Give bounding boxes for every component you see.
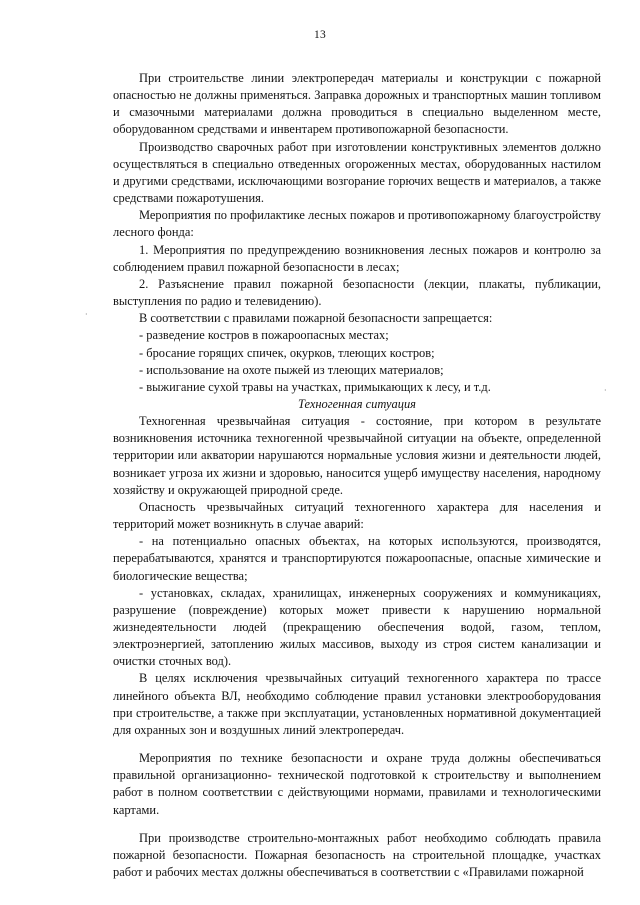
paragraph: Производство сварочных работ при изготовлении конструктивных элементов должно осуществляться в специально отведенных огороженных местах, оборудованных настилом и другими средствами, исключающими возгорание горючих веществ и материалов, а также средствами пожаротушения. (113, 139, 601, 206)
paragraph: Опасность чрезвычайных ситуаций техногенного характера для населения и территорий может возникнуть в случае аварий: (113, 499, 601, 532)
list-item: - разведение костров в пожароопасных местах; (139, 328, 389, 343)
list-item: 2. Разъяснение правил пожарной безопасности (лекции, плакаты, публикации, выступления по радио и телевидению). (113, 276, 601, 309)
page-number: 13 (314, 29, 326, 41)
section-heading: Техногенная ситуация (298, 396, 416, 411)
paragraph: В соответствии с правилами пожарной безопасности запрещается: (139, 311, 493, 326)
list-item: - выжигание сухой травы на участках, примыкающих к лесу, и т.д. (139, 379, 491, 394)
paragraph: Мероприятия по технике безопасности и охране труда должны обеспечиваться правильной организационно- технической подготовкой к строительству и выполнением работ в полном соответствии с действующими нормами, правилами и технологическими картами. (113, 751, 601, 817)
paragraph: При строительстве линии электропередач материалы и конструкции с пожарной опасностью не должны применяться. Заправка дорожных и транспортных машин топливом и смазочными материалами должна проводиться в специально выделенном месте, оборудованном средствами и инвентарем противопожарной безопасности. (113, 71, 601, 137)
margin-dot: · (85, 310, 88, 319)
paragraph: В целях исключения чрезвычайных ситуаций техногенного характера по трассе линейного объекта ВЛ, необходимо соблюдение правил установки электрооборудования при строительстве, а также при эксплуатации, установленных нормативной документацией для охранных зон и воздушных линий электропередач. (113, 671, 601, 737)
paragraph: Мероприятия по профилактике лесных пожаров и противопожарному благоустройству лесного фонда: (113, 208, 601, 240)
document-body (113, 70, 601, 881)
list-item: - на потенциально опасных объектах, на которых используются, производятся, перерабатываются, хранятся и транспортируются пожароопасные, опасные химические и биологические вещества; (113, 534, 601, 583)
list-item: 1. Мероприятия по предупреждению возникновения лесных пожаров и контролю за соблюдением правил пожарной безопасности в лесах; (113, 242, 601, 274)
paragraph: При производстве строительно-монтажных работ необходимо соблюдать правила пожарной безопасности. Пожарная безопасность на строительной площадке, участках работ и рабочих местах должны обеспечиваться в соответствии с «Правилами пожарной (113, 830, 601, 880)
paragraph: Техногенная чрезвычайная ситуация - состояние, при котором в результате возникновения источника техногенной чрезвычайной ситуации на объекте, определенной территории или акватории нарушаются нормальные условия жизни и деятельности людей, возникает угроза их жизни и здоровью, наносится ущерб имуществу населения, народному хозяйству и окружающей природной среде. (113, 414, 601, 497)
list-item: - бросание горящих спичек, окурков, тлеющих костров; (139, 345, 435, 360)
margin-dot: · (604, 386, 607, 395)
list-item: - использование на охоте пыжей из тлеющих материалов; (139, 362, 444, 377)
list-item: - установках, складах, хранилищах, инженерных сооружениях и коммуникациях, разрушение (повреждение) которых может привести к нарушению нормальной жизнедеятельности людей (прекращению обеспечения водой, газом, теплом, электроэнергией, затоплению жилых массивов, выходу из строя систем канализации и очистки сточных вод). (113, 585, 601, 669)
